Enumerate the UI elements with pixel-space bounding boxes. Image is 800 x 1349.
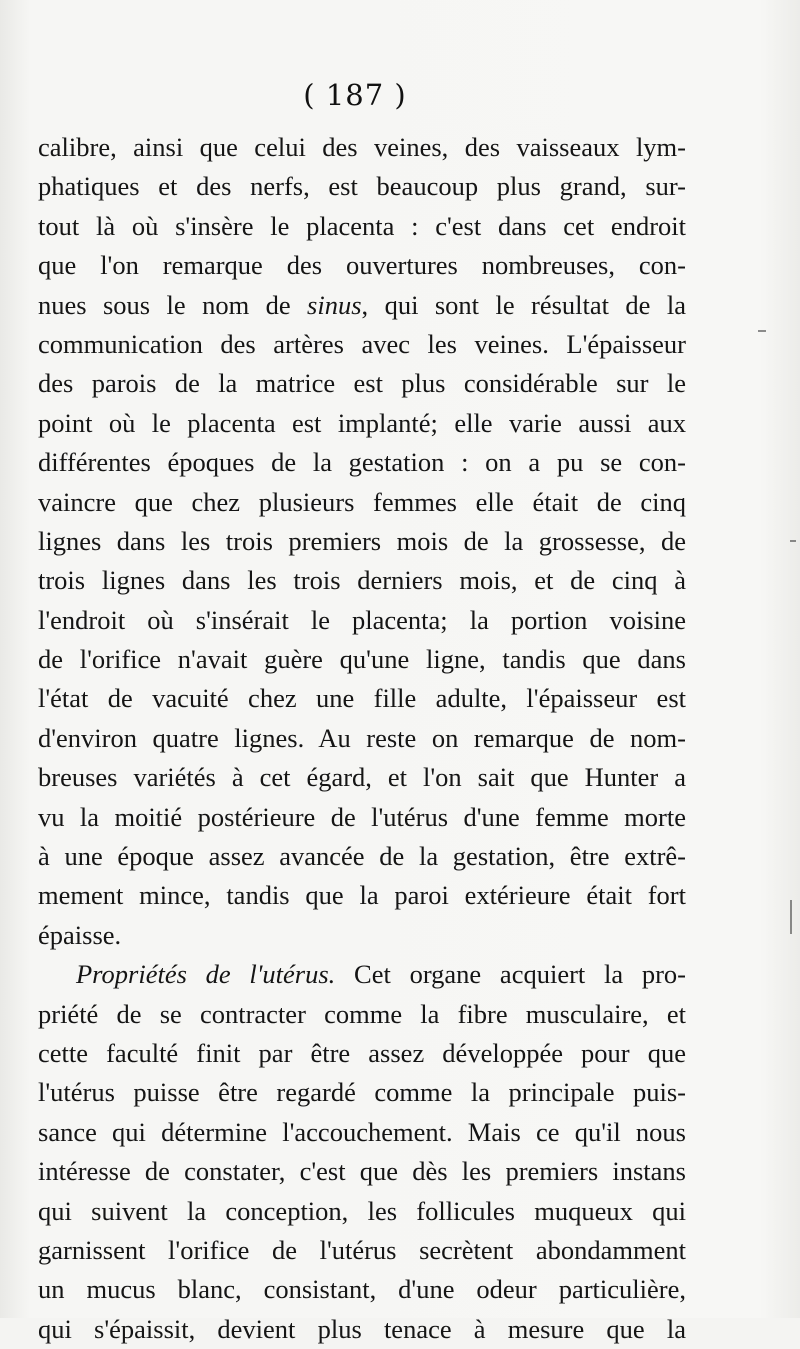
text-segment: nues sous le nom de <box>38 289 308 320</box>
text-segment: calibre, ainsi que celui des veines, des vaisseaux lym- <box>38 132 686 162</box>
text-line <box>38 758 686 797</box>
italic-text: Propriétés de l'utérus. <box>76 959 336 990</box>
text-line <box>38 719 686 758</box>
scan-speck <box>790 540 796 542</box>
text-segment: un mucus blanc, consistant, d'une odeur particulière, <box>38 1274 686 1305</box>
text-segment: qui suivent la conception, les follicules muqueux qui <box>38 1195 686 1226</box>
text-line <box>38 1152 686 1191</box>
italic-text: sinus <box>307 289 362 320</box>
text-line <box>38 1270 686 1309</box>
page-number: ( 187 ) <box>303 78 407 112</box>
text-segment: vu la moitié postérieure de l'utérus d'une femme morte <box>38 801 686 832</box>
text-line <box>38 601 686 640</box>
text-segment: que l'on remarque des ouvertures nombreuses, con- <box>38 250 686 281</box>
text-line <box>38 955 686 994</box>
text-line <box>38 246 686 285</box>
text-line <box>38 128 686 167</box>
text-line <box>38 404 686 443</box>
text-segment: qui s'épaissit, devient plus tenace à mesure que la <box>38 1313 686 1344</box>
text-segment: d'environ quatre lignes. Au reste on remarque de nom- <box>38 722 686 753</box>
text-segment: l'état de vacuité chez une fille adulte, l'épaisseur est <box>38 683 686 714</box>
text-line <box>38 876 686 915</box>
text-segment: mement mince, tandis que la paroi extérieure était fort <box>38 880 686 911</box>
text-segment: vaincre que chez plusieurs femmes elle était de cinq <box>38 486 686 517</box>
text-line <box>38 995 686 1034</box>
text-segment: à une époque assez avancée de la gestation, être extrê- <box>38 841 686 872</box>
text-segment: phatiques et des nerfs, est beaucoup plus grand, sur- <box>38 171 686 202</box>
text-segment: Cet organe acquiert la pro- <box>335 959 687 990</box>
text-segment: l'endroit où s'insérait le placenta; la portion voisine <box>38 604 686 635</box>
text-line <box>38 522 686 561</box>
text-line <box>38 1310 686 1349</box>
text-segment: priété de se contracter comme la fibre musculaire, et <box>38 998 686 1029</box>
text-segment: différentes époques de la gestation : on a pu se con- <box>38 447 686 478</box>
text-line <box>38 640 686 679</box>
text-segment: lignes dans les trois premiers mois de la grossesse, de <box>38 525 686 556</box>
scan-speck <box>790 900 792 934</box>
text-line <box>38 207 686 246</box>
text-segment: breuses variétés à cet égard, et l'on sait que Hunter a <box>38 762 686 793</box>
text-line <box>38 798 686 837</box>
text-segment: tout là où s'insère le placenta : c'est dans cet endroit <box>38 210 686 241</box>
text-line <box>38 483 686 522</box>
text-segment: de l'orifice n'avait guère qu'une ligne, tandis que dans <box>38 644 686 675</box>
text-segment: communication des artères avec les veines. L'épaisseur <box>38 328 686 359</box>
text-line <box>38 1073 686 1112</box>
text-segment: cette faculté finit par être assez développée pour que <box>38 1037 686 1068</box>
text-segment: , qui sont le résultat de la <box>361 289 686 320</box>
text-line <box>38 167 686 206</box>
text-line <box>38 325 686 364</box>
text-segment: garnissent l'orifice de l'utérus secrètent abondamment <box>38 1234 686 1265</box>
text-segment: l'utérus puisse être regardé comme la principale puis- <box>38 1077 686 1108</box>
text-line <box>38 1192 686 1231</box>
text-line <box>38 561 686 600</box>
text-line <box>38 1113 686 1152</box>
text-line <box>38 1034 686 1073</box>
text-segment: trois lignes dans les trois derniers mois, et de cinq à <box>38 565 686 596</box>
text-line <box>38 443 686 482</box>
text-line <box>38 286 686 325</box>
body-text <box>38 128 686 1349</box>
text-line <box>38 679 686 718</box>
text-line <box>38 364 686 403</box>
text-segment: point où le placenta est implanté; elle varie aussi aux <box>38 407 686 438</box>
text-segment: intéresse de constater, c'est que dès les premiers instans <box>38 1156 686 1187</box>
scan-speck <box>758 330 766 332</box>
text-line <box>38 1231 686 1270</box>
text-line <box>38 837 686 876</box>
text-line <box>38 916 686 955</box>
text-segment: épaisse. <box>38 919 122 950</box>
text-segment: des parois de la matrice est plus considérable sur le <box>38 368 686 399</box>
text-segment: sance qui détermine l'accouchement. Mais ce qu'il nous <box>38 1116 686 1147</box>
